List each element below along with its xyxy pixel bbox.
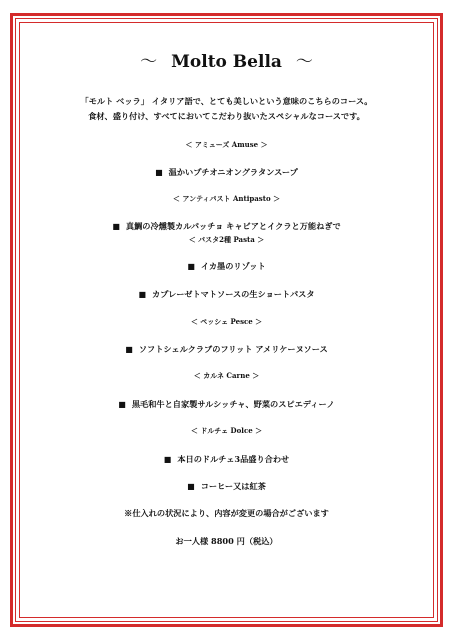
category-amuse: ＜ アミューズ Amuse ＞ xyxy=(185,140,268,149)
bullet-marker: ■ xyxy=(125,344,133,354)
dish-amuse-1 xyxy=(0,168,453,176)
dish-pesce-1 xyxy=(0,345,453,353)
dish-carne-1 xyxy=(0,400,453,408)
bullet-marker: ■ xyxy=(118,399,126,409)
bullet-marker: ■ xyxy=(187,261,195,271)
dish-dolce-1 xyxy=(0,455,453,463)
dish-text: 黒毛和牛と自家製サルシッチャ、野菜のスピエディーノ xyxy=(131,399,335,409)
menu-title xyxy=(0,54,453,71)
dish-pasta-2 xyxy=(0,290,453,298)
intro-line-1: 「モルト ベッラ」 イタリア語で、とても美しいという意味のこちらのコース。 xyxy=(80,96,373,106)
title-tilde-right: ～ xyxy=(295,52,313,72)
category-pesce: ＜ ペッシェ Pesce ＞ xyxy=(190,317,263,326)
course-price: お一人様 8800 円（税込） xyxy=(175,536,278,546)
dish-text: 本日のドルチェ3品盛り合わせ xyxy=(177,454,290,464)
bullet-marker: ■ xyxy=(155,167,163,177)
dish-text: 真鯛の冷燻製カルパッチョ キャビアとイクラと万能ねぎで xyxy=(125,221,341,231)
dish-text: イカ墨のリゾット xyxy=(200,261,266,271)
bullet-marker: ■ xyxy=(163,454,172,464)
bullet-marker: ■ xyxy=(138,289,147,299)
intro-line-2: 食材、盛り付け、すべてにおいてこだわり抜いたスペシャルなコースです。 xyxy=(88,111,365,121)
dish-text: 温かいプチオニオングラタンスープ xyxy=(168,167,298,177)
category-dolce: ＜ ドルチェ Dolce ＞ xyxy=(190,426,263,435)
availability-note: ※仕入れの状況により、内容が変更の場合がございます xyxy=(124,508,329,518)
title-tilde-left: ～ xyxy=(140,52,158,72)
category-carne: ＜ カルネ Carne ＞ xyxy=(193,371,260,380)
dish-text: ソフトシェルクラブのフリット アメリケーヌソース xyxy=(138,344,328,354)
category-pasta: ＜ パスタ2種 Pasta ＞ xyxy=(188,235,265,244)
dish-text: コーヒー又は紅茶 xyxy=(200,481,266,491)
bullet-marker: ■ xyxy=(187,481,195,491)
dish-text: カプレーゼトマトソースの生ショートパスタ xyxy=(152,289,315,299)
category-antipasto: ＜ アンティパスト Antipasto ＞ xyxy=(172,194,281,203)
dish-dolce-2 xyxy=(0,482,453,490)
title-text: Molto Bella xyxy=(171,52,282,72)
bullet-marker: ■ xyxy=(112,221,120,231)
dish-antipasto-1 xyxy=(0,222,453,230)
dish-pasta-1 xyxy=(0,262,453,270)
